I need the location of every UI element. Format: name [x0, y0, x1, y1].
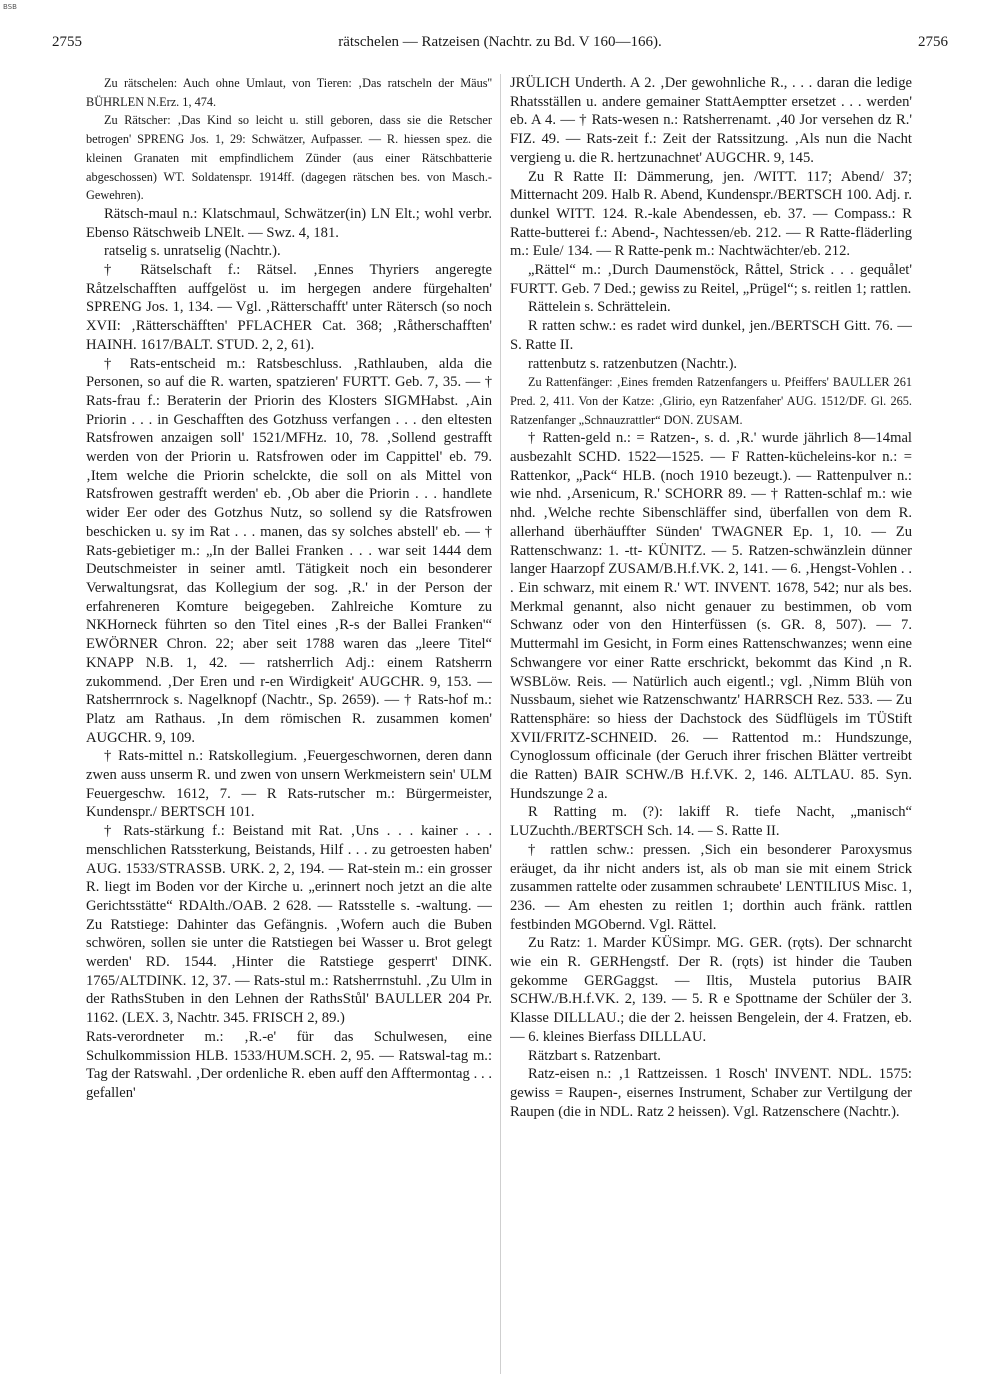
entry: Zu R Ratte II: Dämmerung, jen. /WITT. 117; Abend/ 37; Mitternacht 209. Halb R. Abend, Kundenspr./BERTSCH 100. Adj. r. dunkel WITT. 124. R.-kale Abendessen, eb. 37. — Compass.: R Ratte-butterei f.: Abend-, Nachtessen/eb. 212. — R Ratte-fläderling m.: Eule/ 134. — R Ratte-penk m.: Nachtwächter/eb. 212.: [510, 168, 912, 260]
page-header: [52, 34, 948, 60]
right-column: [510, 74, 912, 1374]
entry: Zu rätschelen: Auch ohne Umlaut, von Tieren: ‚Das ratscheln der Mäus'' BÜHRLEN N.Erz. 1, 474.: [86, 76, 492, 109]
entry: † Rats-mittel n.: Ratskollegium. ‚Feuergeschwornen, deren dann zwen auss unserm R. und zwen von unsern Werkmeistern sein' ULM Feuergeschw. 1612, 7. — R Rats-rutscher m.: Bürgermeister, Kundenspr./ BERTSCH 101.: [86, 748, 492, 821]
entry: R Ratting m. (?): lakiff R. tiefe Nacht, „manisch“ LUZuchth./BERTSCH Sch. 14. — S. Ratte II.: [510, 804, 912, 840]
page-number-right: 2756: [918, 34, 948, 50]
running-title: rätschelen — Ratzeisen (Nachtr. zu Bd. V 160—166).: [338, 34, 662, 50]
entry: Ratz-eisen n.: ‚1 Rattzeissen. 1 Rosch' INVENT. NDL. 1575: gewiss = Raupen-, eisernes Instrument, Schaber zur Vertilgung der Raupen (die in NDL. Ratz 2 heissen). Vgl. Ratzenschere (Nachtr.).: [510, 1066, 912, 1120]
entry: JRÜLICH Underth. A 2. ‚Der gewohnliche R., . . . daran die ledige Rhatsställen u. andere gemainer StattAemptter ersetzet . . . werden' eb. A 4. — † Rats-wesen n.: Ratsherrenamt. ‚40 Jor versehen dz R.' FIZ. 49. — Rats-zeit f.: Zeit der Ratssitzung. ‚Als nun die Nacht vergieng u. die R. hertzunachnet' AUGCHR. 9, 145.: [510, 75, 912, 166]
entry: Rättelein s. Schrättelein.: [528, 299, 671, 316]
entry: † Ratten-geld n.: = Ratzen-, s. d. ‚R.' wurde jährlich 8—14mal ausbezahlt SCHD. 1522—1525. — F Ratten-kücheleins-kor n.: = Rattenkor, „Pack“ HLB. (noch 1910 bezeugt.). — Rattenpulver n.: wie nhd. ‚Arsenicum, R.' SCHORR 89. — † Ratten-schlaf m.: wie nhd. ‚Welche rechte Sibenschläffer sind, überfallen von dem R. allerhand überhäuffter Sünden' TWAGNER Ep. 1, 10. — Zu Rattenschwanz: 1. -tt- KÜNITZ. — 5. Ratzen-schwänzlein dünner langer Haarzopf ZUSAM/B.H.f.VK. 2, 141. — 6. ‚Hengst-Vohlen . . . Ein schwarz, mit einem R.' WT. INVENT. 1678, 542; nur als bes. Merkmal genannt, also nicht genauer zu bestimmen, ob vom Schwanz oder von den Hinterfüssen (s. GR. 8, 507). — 7. Muttermahl im Gesicht, in Form eines Rattenschwanzes; wenn eine Schwangere vor einer Ratte erschrickt, bekommt das Kind ‚n R. WSBLöw. Reis. — Natürlich auch eigentl.; vgl. ‚Nimm Blüh von Nussbaum, siehet wie Ratzenschwantz' HARRSCH Rez. 533. — Zu Rattensphäre: so hiess der Dachstock des Südflügels im TÜStift XVII/FRITZ-SCHNEID. 26. — Rattentod m.: Hundszunge, Cynoglossum officinale (der Geruch ihrer frischen Blätter vertreibt die Ratten) BAIR SCHW./B H.f.VK. 2, 146. ALTLAU. 85. Syn. Hundszunge 2 a.: [510, 430, 912, 802]
entry: † rattlen schw.: pressen. ‚Sich ein besonderer Paroxysmus eräuget, da ihr nicht anders ist, als ob man sie mit einem Strick zusammen rattelte oder zusammen schraubete' LENTILIUS Misc. 1, 236. — Am ehesten zu reitlen 1; dorthin auch fränk. rattlen festbinden MGObernd. Vgl. Rättel.: [510, 841, 912, 933]
entry: Zu Rattenfänger: ‚Eines fremden Ratzenfangers u. Pfeiffers' BAULLER 261 Pred. 2, 411. Von der Katze: ‚Glirio, eyn Ratzenfaher' AUG. 1512/DF. Gl. 265. Ratzenfanger „Schnauzrattler“ DON. ZUSAM.: [510, 375, 912, 427]
entry: Zu Ratz: 1. Marder KÜSimpr. MG. GER. (rǫts). Der schnarcht wie ein R. GERHengstf. Der R. (rǫts) ist hinder die Tauben gekomme GERGaggst. — Iltis, Mustela putorius BAIR SCHW./B.H.f.VK. 2, 139. — 5. R e Spottname der Schüler der 3. Klasse DILLLAU.; die der 2. heissen Bengelein, der 4. Fratzen, eb. — 6. kleines Bierfass DILLLAU.: [510, 935, 912, 1045]
entry: † Rats-entscheid m.: Ratsbeschluss. ‚Rathlauben, alda die Personen, so auf die R. warten, spatzieren' FURTT. Geb. 7, 35. — † Rats-frau f.: Beraterin der Priorin des Klosters SIGMHabst. ‚Ain Priorin . . . in Geschafften des Gotzhuss verfangen . . . den eltesten Ratsfrowen anzaigen soll' 1521/MFHz. 10, 78. ‚Sollend gestrafft werden von der Priorin u. Ratsfrowen oder im Cappittel' eb. 79. ‚Item welche die Priorin schelckte, die soll on als Mittel von Ratsfrowen gestrafft werden' eb. ‚Ob aber die Priorin . . . handlete wider Eer oder des Gotzhus Nutz, so sollend sy die Ratsfrowen beschicken u. sy im Rat . . . manen, das sy solches abstell' eb. — † Rats-gebietiger m.: „In der Ballei Franken . . . war seit 1444 dem Deutschmeister in seiner amtl. Tätigkeit noch ein besonderer Verwaltungsrat, das Kollegium der sog. ‚R.' in der Person der erfahreneren Komture beigegeben. Zahlreiche Komture zu NKHorneck führten so den Titel eines ‚R-s der Ballei Franken'“ EWÖRNER Chron. 22; aber seit 1788 waren das „leere Titel“ KNAPP N.B. 1, 42. — ratsherrlich Adj.: einem Ratsherrn zukommend. ‚Der Eren und r-en Wirdigkeit' AUGCHR. 9, 153. — Ratsherrnrock s. Nagelknopf (Nachtr., Sp. 2659). — † Rats-hof m.: Platz am Rathaus. ‚In dem römischen R. zusammen komen' AUGCHR. 9, 109.: [86, 355, 492, 746]
entry: Rats-verordneter m.: ‚R.-e' für das Schulwesen, eine Schulkommission HLB. 1533/HUM.SCH. 2, 95. — Ratswal-tag m.: Tag der Ratswahl. ‚Der ordenliche R. eben auff den Afftermontag . . . gefallen': [86, 1028, 492, 1101]
entry: Zu Rätscher: ‚Das Kind so leicht u. still geboren, dass sie die Retscher betrogen' SPRENG Jos. 1, 29: Schwätzer, Aufpasser. — R. hiessen spez. die kleinen Granaten mit empfindlichem Zünder (aus einer Rätschbatterie abgeschossen) WT. Soldatenspr. 1914ff. (dagegen rätschen bes. von Masch.-Gewehren).: [86, 113, 492, 203]
library-stamp: BSB: [3, 3, 17, 11]
left-column: [86, 74, 492, 1374]
entry: † Rats-stärkung f.: Beistand mit Rat. ‚Uns . . . kainer . . . menschlichen Ratssterkung, Beistands, Hilf . . . zu getroesten haben' AUG. 1533/STRASSB. URK. 2, 2, 194. — Rat-stein m.: ein grosser R. liegt im Boden vor der Kirche u. „erinnert noch jetzt an die alte Gerichtsstätte“ RDAlth./OAB. 2 628. — Ratsstelle s. -waltung. — Zu Ratstiege: Dahinter das Gefängnis. ‚Wofern auch die Buben schwören, sollen sie unter die Ratstiegen bei Wasser u. Brot gelegt werden' RD. 1544. ‚Hinter die Ratstiege gesperrt' DINK. 1765/ALTDINK. 12, 37. — Rats-stul m.: Ratsherrnstuhl. ‚Zu Ulm in der RathsStuben in den Lehnen der RathsStůl' BAULLER 204 Pr. 1162. (LEX. 3, Nachtr. 345. FRISCH 2, 89.): [86, 823, 492, 1027]
page-number-left: 2755: [52, 34, 82, 50]
entry: R ratten schw.: es radet wird dunkel, jen./BERTSCH Gitt. 76. — S. Ratte II.: [510, 318, 912, 353]
column-divider: [500, 74, 501, 1374]
entry: „Rättel“ m.: ‚Durch Daumenstöck, Råttel, Strick . . . gequålet' FURTT. Geb. 7 Ded.; gewiss zu Reitel, „Prügel“; s. reitlen 1; rattlen.: [510, 262, 912, 297]
entry: rattenbutz s. ratzenbutzen (Nachtr.).: [528, 355, 738, 372]
entry: Rätsch-maul n.: Klatschmaul, Schwätzer(in) LN Elt.; wohl verbr. Ebenso Rätschweib LNElt. — Swz. 4, 181.: [86, 205, 492, 241]
entry: ratselig s. unratselig (Nachtr.).: [104, 243, 281, 260]
entry: Rätzbart s. Ratzenbart.: [528, 1047, 661, 1064]
entry: † Rätselschaft f.: Rätsel. ‚Ennes Thyriers angeregte Råtzelschafften auffgelöst u. im hergegen andere fürgehalten' SPRENG Jos. 1, 134. — Vgl. ‚Rätterschafft' unter Rätersch (so noch XVII: ‚Rätterschäfften' PFLACHER Cat. 368; ‚Råtherschafften' HAINH. 1617/BALT. STUD. 2, 2, 61).: [86, 262, 492, 353]
